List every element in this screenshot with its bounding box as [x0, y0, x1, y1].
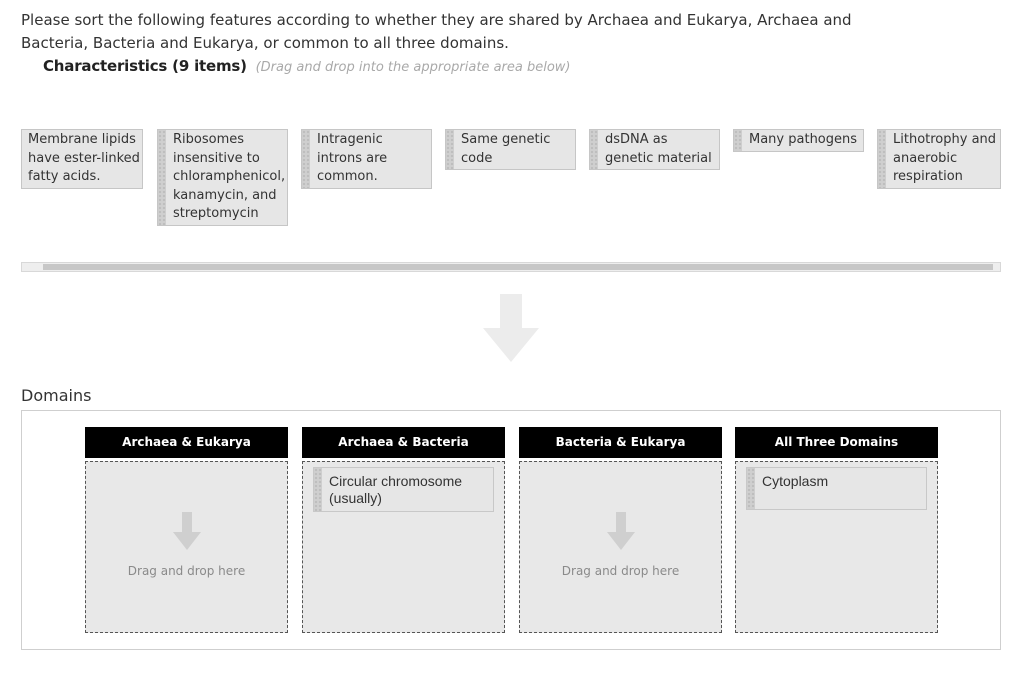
item-label: Intragenic introns are common. — [317, 132, 388, 184]
domains-heading: Domains — [21, 386, 92, 405]
drag-handle-icon[interactable] — [878, 130, 886, 188]
item-label: Many pathogens — [749, 132, 858, 147]
item-label: Ribosomes insensitive to chloramphenicol, kanamycin, and streptomycin — [173, 132, 286, 221]
item-label: Cytoplasm — [762, 473, 829, 489]
drop-placeholder — [520, 512, 721, 578]
drop-zone-archaea-bacteria[interactable] — [302, 427, 505, 633]
drag-handle-icon[interactable] — [747, 468, 755, 509]
drag-handle-icon[interactable] — [590, 130, 598, 169]
draggable-item-ribosomes[interactable] — [157, 129, 288, 226]
drop-target[interactable] — [302, 461, 505, 633]
characteristics-item-list — [21, 129, 1001, 229]
drop-zone-archaea-eukarya[interactable] — [85, 427, 288, 633]
question-prompt: Please sort the following features according to whether they are shared by Archaea and Eukarya, Archaea and Bacteria, Bacteria and Eukarya, or common to all three domains. — [21, 11, 852, 52]
drop-zone-all-three-domains[interactable] — [735, 427, 938, 633]
drop-zone-bacteria-eukarya[interactable] — [519, 427, 722, 633]
down-arrow-icon — [173, 512, 201, 550]
horizontal-scrollbar[interactable] — [21, 262, 1001, 272]
draggable-item-lithotrophy[interactable] — [877, 129, 1001, 189]
draggable-item-intragenic-introns[interactable] — [301, 129, 432, 189]
item-label: dsDNA as genetic material — [605, 132, 712, 166]
drop-zone-label: Archaea & Eukarya — [85, 427, 288, 458]
drag-handle-icon[interactable] — [734, 130, 742, 151]
characteristics-heading — [43, 57, 571, 75]
item-label: Circular chromosome (usually) — [329, 473, 463, 506]
drop-placeholder — [86, 512, 287, 578]
draggable-item-membrane-lipids[interactable] — [21, 129, 143, 189]
item-label: Lithotrophy and anaerobic respiration — [893, 132, 997, 184]
drop-target[interactable] — [735, 461, 938, 633]
drop-zone-label: Archaea & Bacteria — [302, 427, 505, 458]
characteristics-title: Characteristics (9 items) — [43, 57, 247, 75]
drop-placeholder-text: Drag and drop here — [127, 564, 246, 578]
down-arrow-icon — [483, 294, 539, 362]
item-label: Same genetic code — [461, 132, 551, 166]
draggable-item-genetic-code[interactable] — [445, 129, 576, 170]
drop-placeholder-text: Drag and drop here — [561, 564, 680, 578]
drop-target[interactable] — [85, 461, 288, 633]
drop-zone-label: Bacteria & Eukarya — [519, 427, 722, 458]
scrollbar-thumb[interactable] — [43, 264, 993, 270]
drag-handle-icon[interactable] — [446, 130, 454, 169]
drag-handle-icon[interactable] — [158, 130, 166, 225]
drag-handle-icon[interactable] — [302, 130, 310, 188]
drag-handle-icon[interactable] — [314, 468, 322, 511]
drop-zone-label: All Three Domains — [735, 427, 938, 458]
characteristics-hint: (Drag and drop into the appropriate area below) — [255, 60, 571, 75]
drop-target[interactable] — [519, 461, 722, 633]
draggable-item-pathogens[interactable] — [733, 129, 864, 152]
placed-item-cytoplasm[interactable] — [746, 467, 927, 510]
draggable-item-dsdna[interactable] — [589, 129, 720, 170]
item-label: Membrane lipids have ester-linked fatty acids. — [28, 132, 140, 184]
placed-item-circular-chromosome[interactable] — [313, 467, 494, 512]
down-arrow-icon — [607, 512, 635, 550]
